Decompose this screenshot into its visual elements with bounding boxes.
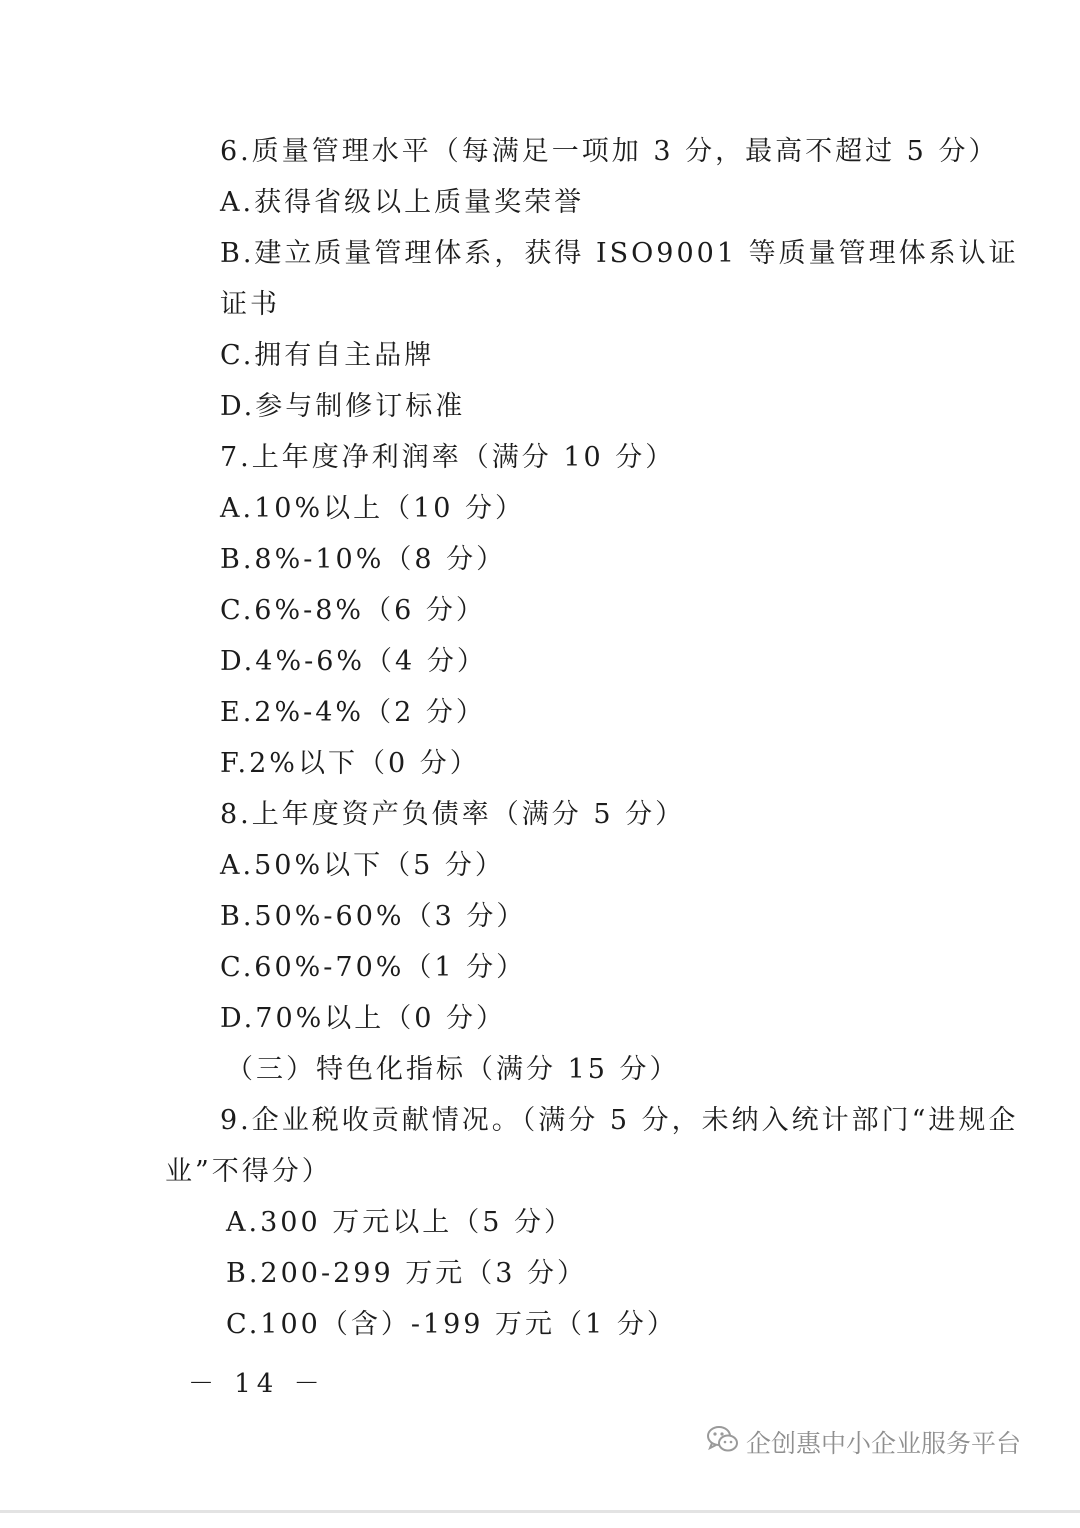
item-7-option-a: A.10%以上（10 分） [220,493,526,524]
item-6-option-d: D.参与制修订标准 [220,391,466,422]
item-7-option-b: B.8%-10%（8 分） [220,544,507,575]
item-6-heading: 6.质量管理水平（每满足一项加 3 分，最高不超过 5 分） [220,136,999,167]
section-3-heading: （三）特色化指标（满分 15 分） [226,1054,680,1085]
watermark-text: 企创惠中小企业服务平台 [746,1429,1022,1458]
item-7-heading: 7.上年度净利润率（满分 10 分） [220,442,676,473]
item-9-heading: 9.企业税收贡献情况。（满分 5 分，未纳入统计部门“进规企 [220,1105,1019,1136]
page-number: － 14 － [188,1369,326,1399]
item-8-option-b: B.50%-60%（3 分） [220,901,527,932]
item-9-option-a: A.300 万元以上（5 分） [226,1207,574,1238]
page-bottom-edge [0,1510,1080,1513]
item-7-option-f: F.2%以下（0 分） [220,748,480,779]
item-7-option-c: C.6%-8%（6 分） [220,595,486,626]
item-8-option-a: A.50%以下（5 分） [220,850,505,881]
item-7-option-e: E.2%-4%（2 分） [220,697,486,728]
item-9-option-c: C.100（含）-199 万元（1 分） [226,1309,677,1340]
wechat-icon [706,1424,746,1460]
item-6-option-b: B.建立质量管理体系，获得 ISO9001 等质量管理体系认证 [220,238,1019,269]
item-8-heading: 8.上年度资产负债率（满分 5 分） [220,799,686,830]
item-6-option-c: C.拥有自主品牌 [220,340,435,371]
item-9-heading-continued: 业”不得分） [165,1156,332,1187]
item-9-option-b: B.200-299 万元（3 分） [226,1258,587,1289]
item-8-option-d: D.70%以上（0 分） [220,1003,507,1034]
item-8-option-c: C.60%-70%（1 分） [220,952,527,983]
item-6-option-b-continued: 证书 [220,289,280,320]
item-6-option-a: A.获得省级以上质量奖荣誉 [220,187,585,218]
item-7-option-d: D.4%-6%（4 分） [220,646,487,677]
watermark [706,1424,1021,1460]
